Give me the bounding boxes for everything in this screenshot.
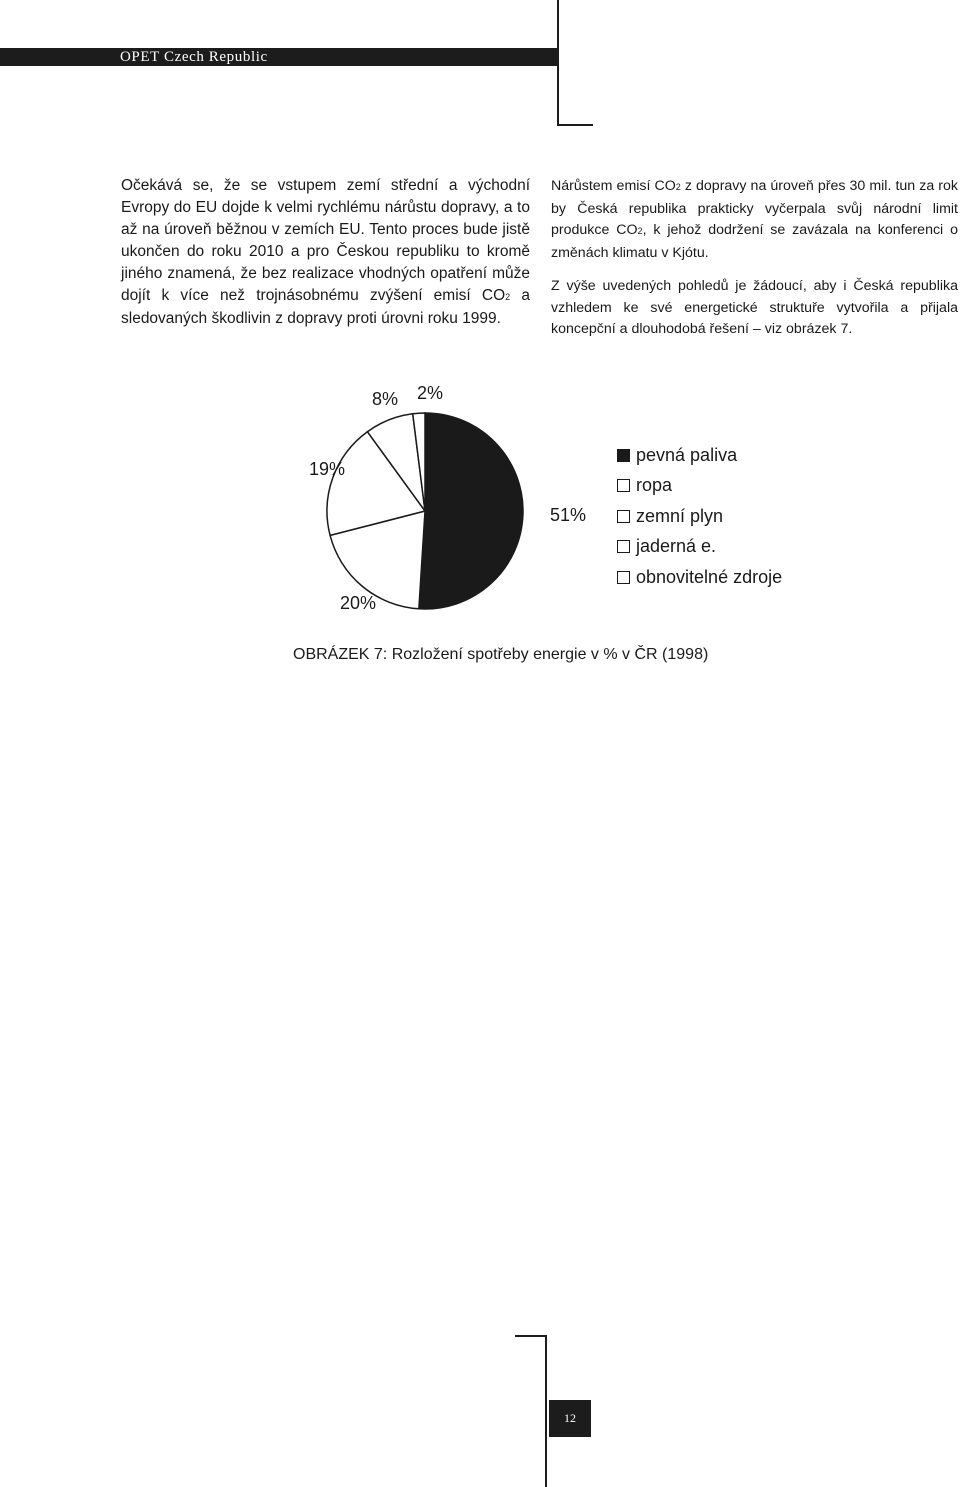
legend-swatch bbox=[617, 540, 630, 553]
legend-swatch bbox=[617, 479, 630, 492]
legend-item bbox=[617, 562, 782, 593]
header-horizontal-rule bbox=[557, 124, 593, 126]
footer-horizontal-rule bbox=[515, 1335, 547, 1337]
left-column bbox=[121, 175, 530, 342]
right-paragraph-2: Z výše uvedených pohledů je žádoucí, aby i Česká republika vzhledem ke své energetické struktuře vytvořila a přijala koncepční a dlouhodobá řešení – viz obrázek 7. bbox=[551, 278, 958, 337]
right-paragraph-1: Nárůstem emisí CO2 z dopravy na úroveň přes 30 mil. tun za rok by Česká republika prakticky vyčerpala svůj národní limit produkce CO2, k jehož dodržení se zavázala na konferenci o změnách klimatu v Kjótu. bbox=[551, 178, 958, 261]
legend-item bbox=[617, 501, 782, 532]
legend-label: zemní plyn bbox=[636, 505, 724, 526]
legend-item bbox=[617, 440, 782, 471]
pie-slice-1 bbox=[419, 413, 523, 609]
right-column bbox=[551, 176, 958, 353]
legend-label: ropa bbox=[636, 475, 673, 496]
page-number: 12 bbox=[549, 1400, 591, 1437]
legend-item bbox=[617, 471, 782, 502]
chart-legend bbox=[617, 440, 782, 593]
legend-item bbox=[617, 532, 782, 563]
pie-label-1: 51% bbox=[550, 505, 587, 525]
figure-caption: OBRÁZEK 7: Rozložení spotřeby energie v % v ČR (1998) bbox=[293, 646, 709, 663]
header-bar bbox=[0, 48, 558, 66]
legend-label: pevná paliva bbox=[636, 444, 738, 465]
header-vertical-rule bbox=[557, 0, 559, 126]
header-title: OPET Czech Republic bbox=[120, 49, 268, 65]
footer-vertical-rule bbox=[545, 1335, 547, 1487]
pie-label-3: 19% bbox=[309, 459, 346, 479]
legend-swatch bbox=[617, 510, 630, 523]
left-paragraph: Očekává se, že se vstupem zemí střední a východní Evropy do EU dojde k velmi rychlému nárůstu dopravy, a to až na úroveň běžnou v zemích EU. Tento proces bude jistě ukončen do roku 2010 a pro Českou republiku to kromě jiného znamená, že bez realizace vhodných opatření může dojít k více než trojnásobnému zvýšení emisí CO2 a sledovaných škodlivin z dopravy proti úrovni roku 1999. bbox=[121, 177, 530, 327]
pie-label-5: 2% bbox=[417, 383, 444, 403]
legend-swatch bbox=[617, 571, 630, 584]
legend-swatch bbox=[617, 449, 630, 462]
pie-label-2: 20% bbox=[340, 593, 377, 613]
pie-label-4: 8% bbox=[372, 389, 399, 409]
legend-label: jaderná e. bbox=[636, 536, 717, 557]
legend-label: obnovitelné zdroje bbox=[636, 566, 783, 587]
